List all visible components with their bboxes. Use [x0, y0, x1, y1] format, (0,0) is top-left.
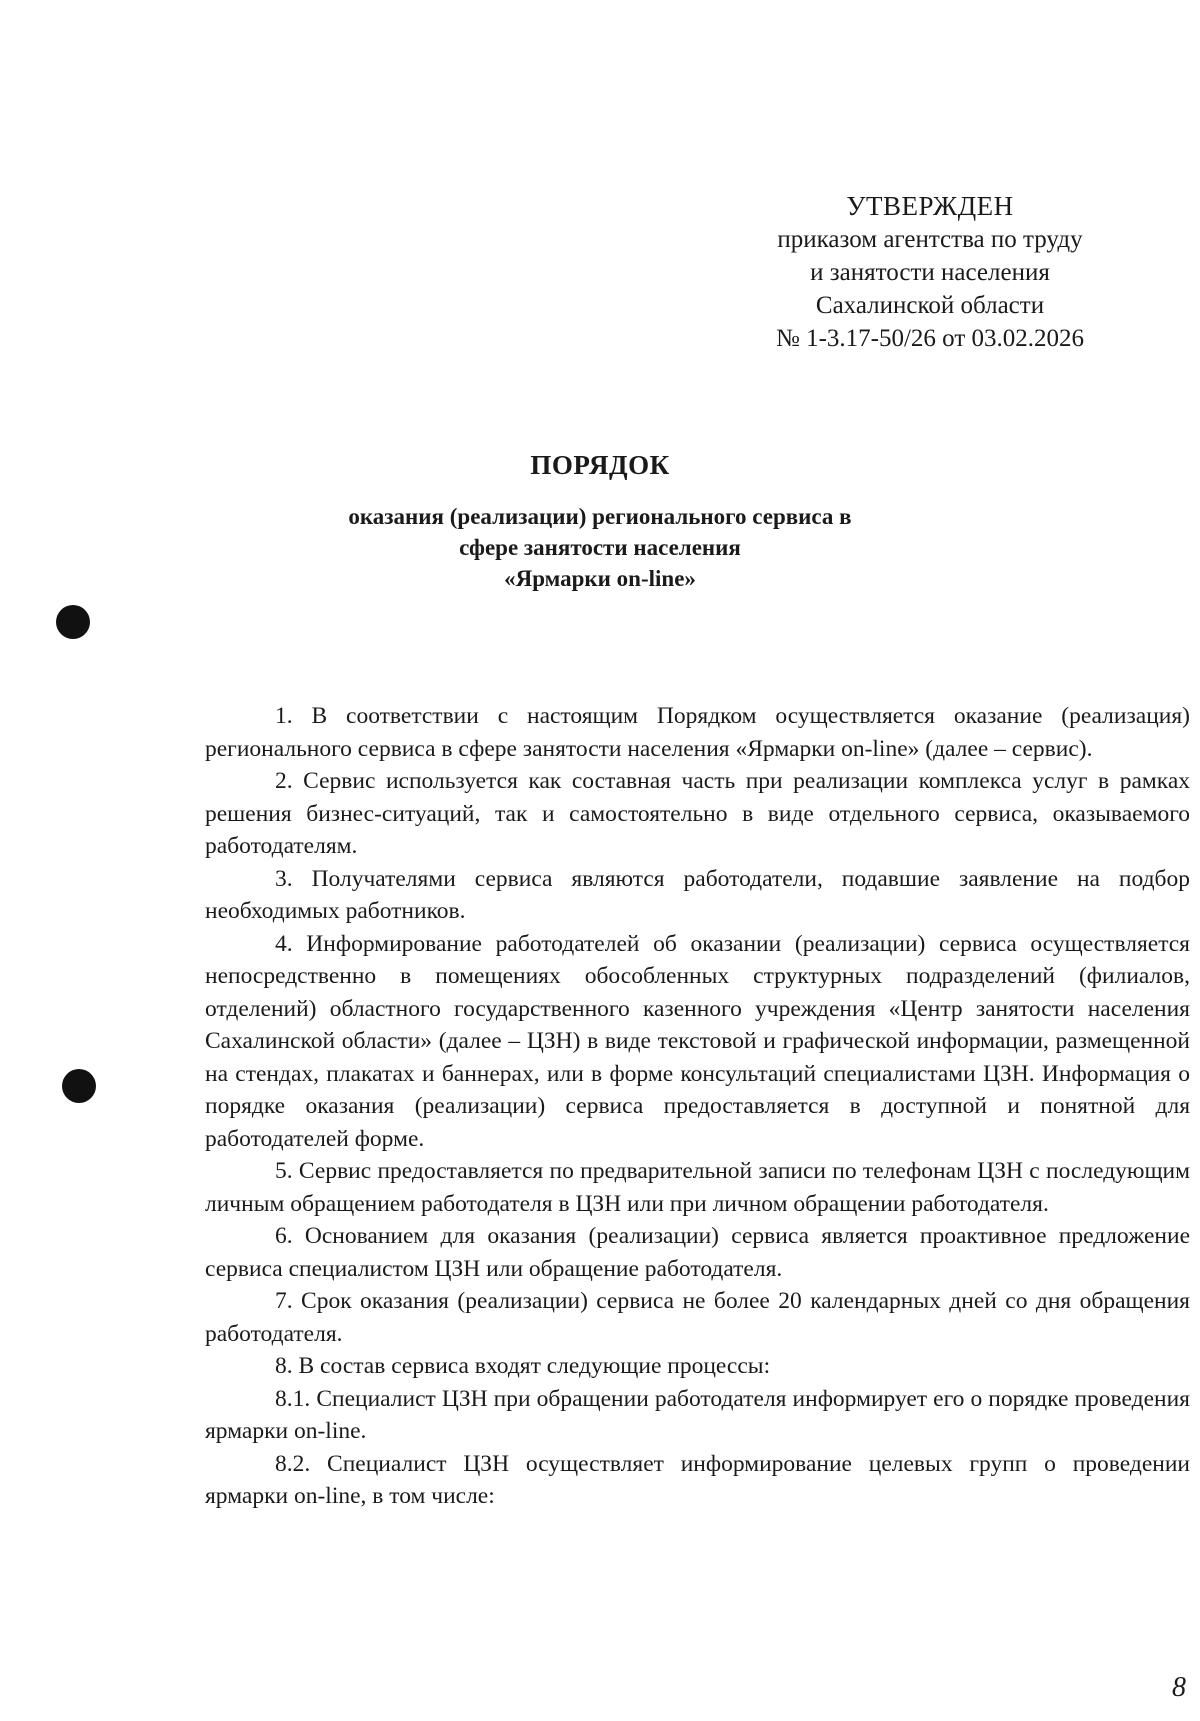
approval-line: и занятости населения: [810, 259, 1050, 286]
document-title: ПОРЯДОК: [530, 450, 670, 480]
approval-order-number: № 1-3.17-50/26 от 03.02.2026: [775, 325, 1085, 352]
document-body: [205, 700, 1190, 1513]
paragraph-6: 6. Основанием для оказания (реализации) сервиса является проактивное предложение сервиса специалистом ЦЗН или обращение работодателя.: [205, 1223, 1190, 1282]
handwritten-page-number: 8: [1172, 1672, 1186, 1703]
paragraph-8: 8. В состав сервиса входят следующие процессы:: [275, 1353, 771, 1379]
paragraph-8-2: 8.2. Специалист ЦЗН осуществляет информирование целевых групп о проведении ярмарки on-line, в том числе:: [205, 1450, 1190, 1509]
document-subtitle-line: сфере занятости населения: [459, 535, 741, 560]
punch-hole-top: [56, 605, 90, 639]
punch-hole-bottom: [62, 1069, 96, 1103]
document-subtitle-line: «Ярмарки on-line»: [504, 566, 696, 591]
document-subtitle-line: оказания (реализации) регионального сервиса в: [348, 504, 852, 529]
paragraph-7: 7. Срок оказания (реализации) сервиса не более 20 календарных дней со дня обращения работодателя.: [205, 1288, 1190, 1347]
paragraph-3: 3. Получателями сервиса являются работодатели, подавшие заявление на подбор необходимых работников.: [205, 865, 1190, 924]
paragraph-8-1: 8.1. Специалист ЦЗН при обращении работодателя информирует его о порядке проведения ярмарки on-line.: [205, 1385, 1190, 1444]
paragraph-4: 4. Информирование работодателей об оказании (реализации) сервиса осуществляется непосредственно в помещениях обособленных структурных подразделений (филиалов, отделений) областного государственного казенного учреждения «Центр занятости населения Сахалинской области» (далее – ЦЗН) в виде текстовой и графической информации, размещенной на стендах, плакатах и баннерах, или в форме консультаций специалистами ЦЗН. Информация о порядке оказания (реализации) сервиса предоставляется в доступной и понятной для работодателей форме.: [205, 930, 1190, 1152]
approval-stamp-block: [740, 190, 1120, 355]
paragraph-5: 5. Сервис предоставляется по предварительной записи по телефонам ЦЗН с последующим личным обращением работодателя в ЦЗН или при личном обращении работодателя.: [205, 1158, 1190, 1217]
approval-line: приказом агентства по труду: [777, 226, 1083, 253]
approval-heading: УТВЕРЖДЕН: [846, 191, 1014, 221]
approval-line: Сахалинской области: [815, 292, 1045, 319]
paragraph-2: 2. Сервис используется как составная часть при реализации комплекса услуг в рамках решения бизнес-ситуаций, так и самостоятельно в виде отдельного сервиса, оказываемого работодателям.: [205, 768, 1190, 859]
paragraph-1: 1. В соответствии с настоящим Порядком осуществляется оказание (реализация) регионального сервиса в сфере занятости населения «Ярмарки on-line» (далее – сервис).: [205, 703, 1190, 762]
document-title-block: [0, 450, 1200, 594]
